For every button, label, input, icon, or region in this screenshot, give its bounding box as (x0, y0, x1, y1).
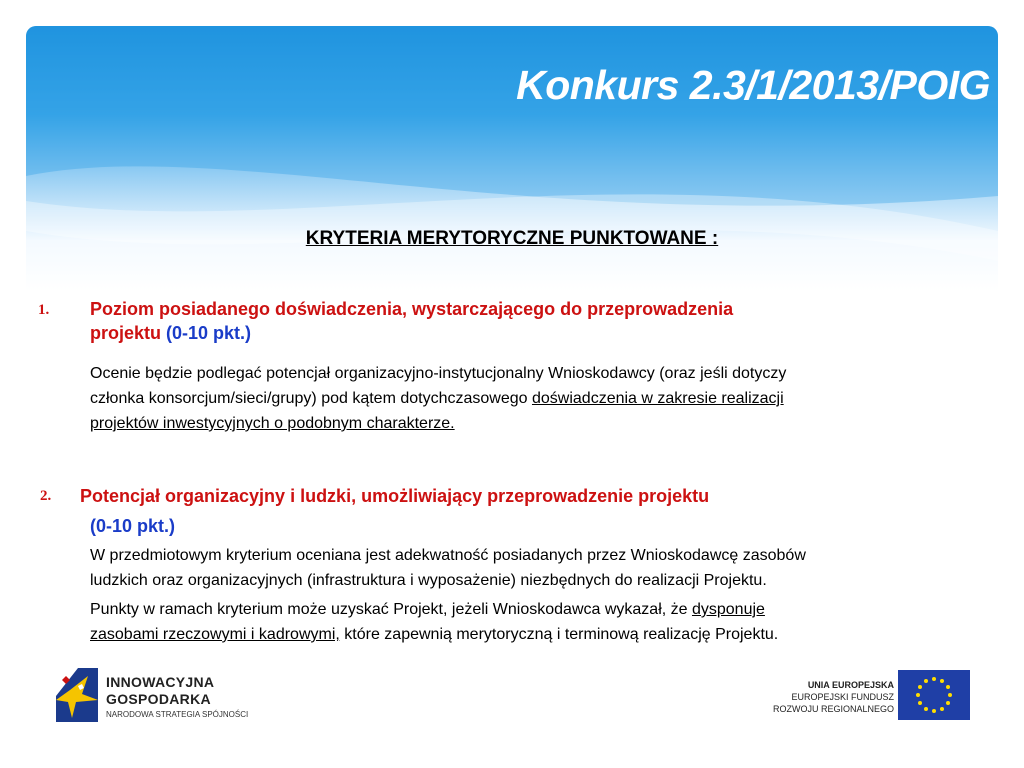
criterion-1-points: (0-10 pkt.) (166, 323, 252, 343)
criterion-2-points: (0-10 pkt.) (90, 516, 176, 536)
criterion-2-desc2-line1-underlined: dysponuje (691, 601, 765, 618)
eu-logo-text (773, 679, 894, 715)
criterion-1-title-line1: Poziom posiadanego doświadczenia, wystarczającego do przeprowadzenia (90, 299, 734, 319)
innowacyjna-gospodarka-emblem-icon (52, 662, 102, 724)
criterion-2-desc2-line2: które zapewnią merytoryczną i terminową realizację Projektu. (339, 626, 779, 643)
criterion-1-desc-line1: Ocenie będzie podlegać potencjał organizacyjno-instytucjonalny Wnioskodawcy (oraz jeśli dotyczy (90, 365, 787, 382)
criterion-2-number: 2. (40, 488, 52, 504)
slide-title: Konkurs 2.3/1/2013/POIG (516, 62, 990, 108)
criterion-1-description (90, 361, 990, 436)
criterion-1-desc-line3-underlined: projektów inwestycyjnych o podobnym charakterze. (90, 415, 455, 432)
left-logo-line2: GOSPODARKA (106, 691, 211, 707)
left-logo-line1: INNOWACYJNA (106, 674, 215, 690)
criterion-2-title: Potencjał organizacyjny i ludzki, umożliwiający przeprowadzenie projektu (80, 486, 710, 506)
eu-logo-line2: EUROPEJSKI FUNDUSZ (791, 692, 894, 702)
eu-logo-line1: UNIA EUROPEJSKA (807, 680, 894, 690)
criterion-2-desc2-line2-underlined: zasobami rzeczowymi i kadrowymi, (90, 626, 340, 643)
criterion-2-desc1-line2: ludzkich oraz organizacyjnych (infrastruktura i wyposażenie) niezbędnych do realizacji Projektu. (90, 572, 767, 589)
criterion-1-desc-line2: członka konsorcjum/sieci/grupy) pod kątem dotychczasowego (90, 390, 532, 407)
criterion-2-description-1 (90, 543, 1010, 593)
criterion-2-desc1-line1: W przedmiotowym kryterium oceniana jest adekwatność posiadanych przez Wnioskodawcę zasobów (90, 547, 806, 564)
criterion-2-description-2 (90, 597, 1010, 647)
left-logo-line3: NARODOWA STRATEGIA SPÓJNOŚCI (106, 710, 249, 719)
criterion-1-desc-line2-underlined: doświadczenia w zakresie realizacji (531, 390, 784, 407)
eu-flag-icon (898, 670, 970, 720)
slide-subtitle: KRYTERIA MERYTORYCZNE PUNKTOWANE : (305, 228, 719, 249)
innowacyjna-gospodarka-logo (52, 660, 252, 730)
criterion-1-title-line2: projektu (90, 323, 162, 343)
criterion-2-desc2-line1: Punkty w ramach kryterium może uzyskać Projekt, jeżeli Wnioskodawca wykazał, że (90, 601, 692, 618)
eu-logo-line3: ROZWOJU REGIONALNEGO (772, 704, 894, 714)
criterion-1-title (90, 297, 733, 345)
criterion-1-number: 1. (38, 302, 50, 318)
